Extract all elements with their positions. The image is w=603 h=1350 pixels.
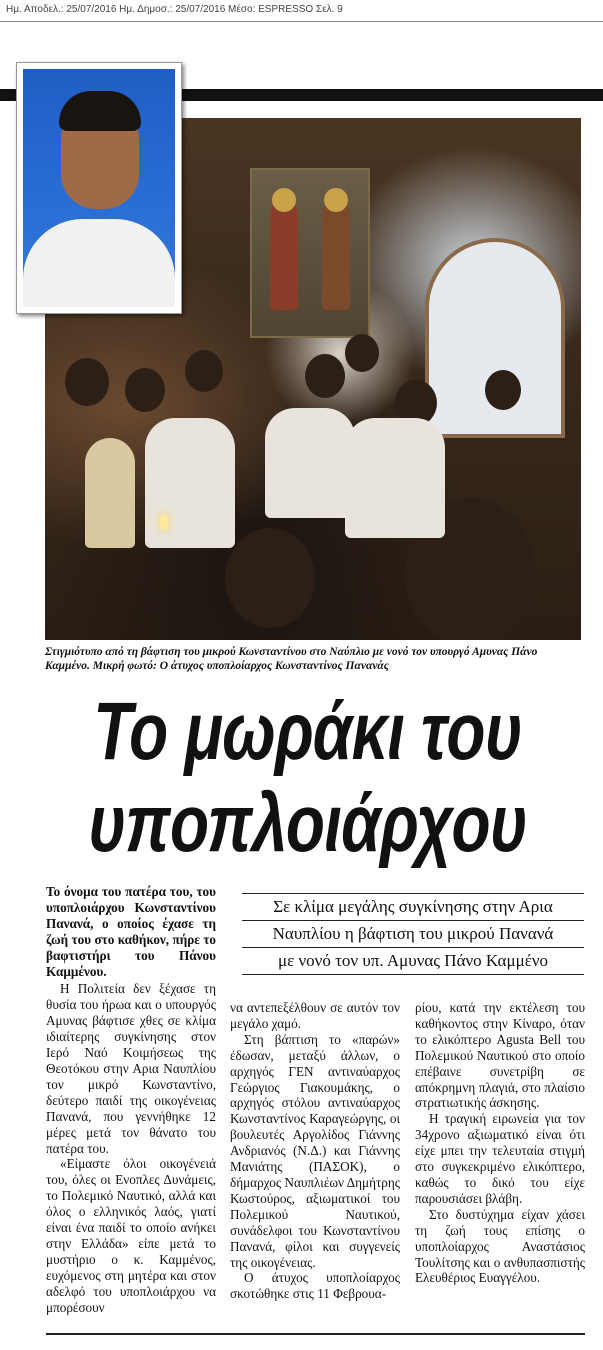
article-paragraph: «Είμαστε όλοι οικογένειά του, όλες οι Ενοπλες Δυνάμεις, το Πολεμικό Ναυτικό, αλλά και όλος ο ελληνικός λαός, γιατί είναι ένα παιδί το οποίο ανήκει στην Ελλάδα» είπε μετά το μυστήριο ο κ. Καμμένος, ευχόμενος στη μητέρα και στον αδελφό του υποπλοιάρχου να μπορέσουν	[46, 1156, 216, 1315]
beige-shirt	[85, 438, 135, 548]
crowd-head	[185, 350, 223, 392]
white-shirt	[265, 408, 355, 518]
headline-line-2: υποπλοιάρχου	[88, 778, 527, 869]
article-column-1	[46, 884, 216, 1315]
subheadline	[242, 893, 584, 975]
article-column-2	[230, 1000, 400, 1302]
portrait-hair	[59, 91, 141, 131]
white-shirt	[345, 418, 445, 538]
headline-line-1: Το μωράκι του	[93, 686, 522, 777]
bottom-rule	[46, 1333, 585, 1335]
clipping-header: Ημ. Αποδελ.: 25/07/2016 Ημ. Δημοσ.: 25/07/2016 Μέσο: ESPRESSO Σελ. 9	[0, 0, 603, 22]
saint-figure-left	[270, 200, 298, 310]
crowd-head	[305, 354, 345, 398]
church-icon-panel	[250, 168, 370, 338]
candle-flame	[160, 514, 168, 530]
subheadline-line-3: με νονό τον υπ. Αμυνας Πάνο Καμμένο	[277, 951, 549, 970]
crowd-head	[225, 528, 315, 628]
article-paragraph: ρίου, κατά την εκτέλεση του καθήκοντος στην Κίναρο, όταν το ελικόπτερο Agusta Bell του Πολεμικού Ναυτικού στο οποίο επέβαινε συνετρίβη σε απόκρημνη πλαγιά, στο πλαίσιο στρατιωτικής άσκησης.	[415, 1000, 585, 1111]
saint-figure-right	[322, 200, 350, 310]
article-column-3	[415, 1000, 585, 1286]
priest-robe	[145, 418, 235, 548]
article-paragraph: Η τραγική ειρωνεία για τον 34χρονο αξιωματικό είναι ότι είχε μπει την τελευταία στιγμή στο συγκεκριμένο ελικόπτερο, καθώς το δικό του είχε παρουσιάσει βλάβη.	[415, 1111, 585, 1206]
article-paragraph: Ο άτυχος υποπλοίαρχος σκοτώθηκε στις 11 Φεβρουα-	[230, 1270, 400, 1302]
article-paragraph: Στο δυστύχημα είχαν χάσει τη ζωή τους επίσης ο υποπλοίαρχος Αναστάσιος Τουλίτσης και ο ανθυπασπιστής Ελευθέριος Ευαγγέλου.	[415, 1206, 585, 1286]
article-paragraph: να αντεπεξέλθουν σε αυτόν τον μεγάλο χαμό.	[230, 1000, 400, 1031]
crowd-head	[485, 370, 521, 410]
inset-portrait-photo	[16, 62, 182, 314]
crowd-head	[345, 334, 379, 372]
uniform	[23, 219, 175, 307]
crowd-head	[125, 368, 165, 412]
article-paragraph: Η Πολιτεία δεν ξέχασε τη θυσία του ήρωα και ο υπουργός Αμυνας βάφτισε χθες σε κλίμα ιδιαίτερης συγκίνησης στον Ιερό Ναό Κοιμήσεως της Θεοτόκου στην Αρια Ναυπλίου τον μικρό Κωνσταντίνο, δεύτερο παιδί της οικογένειας Πανανά, που γεννήθηκε 12 μέρες μετά τον θάνατο του πατέρα του.	[46, 981, 216, 1156]
subheadline-line-1: Σε κλίμα μεγάλης συγκίνησης στην Αρια	[242, 894, 584, 921]
article-paragraph: Στη βάπτιση το «παρών» έδωσαν, μεταξύ άλλων, ο αρχηγός ΓΕΝ αντιναύαρχος Γεώργιος Γιακουμάκης, ο αρχηγός στόλου αντιναύαρχος Κωνσταντίνος Καραγεώργης, οι βουλευτές Αργολίδος Γιάννης Ανδριανός (Ν.Δ.) και Γιάννης Μανιάτης (ΠΑΣΟΚ), ο δήμαρχος Ναυπλιέων Δημήτρης Κωστούρος, αξιωματικοί του Πολεμικού Ναυτικού, συνάδελφοι του Κωνσταντίνου Πανανά, φίλοι και συγγενείς της οικογένειας.	[230, 1031, 400, 1270]
crowd-head	[65, 358, 109, 406]
article-lead	[46, 884, 216, 979]
lead-paragraph: Το όνομα του πατέρα του, του υποπλοιάρχου Κωνσταντίνου Πανανά, ο οποίος έχασε τη ζωή του στο καθήκον, πήρε το βαφτιστήρι του Πάνου Καμμένου.	[46, 884, 216, 979]
subheadline-line-2: Ναυπλίου η βάφτιση του μικρού Πανανά	[242, 921, 584, 948]
headline	[83, 686, 532, 870]
photo-caption: Στιγμιότυπο από τη βάφτιση του μικρού Κωνσταντίνου στο Ναύπλιο με νονό τον υπουργό Αμυνας Πάνο Καμμένο. Μικρή φωτό: Ο άτυχος υποπλοίαρχος Κωνσταντίνος Πανανάς	[45, 646, 538, 672]
